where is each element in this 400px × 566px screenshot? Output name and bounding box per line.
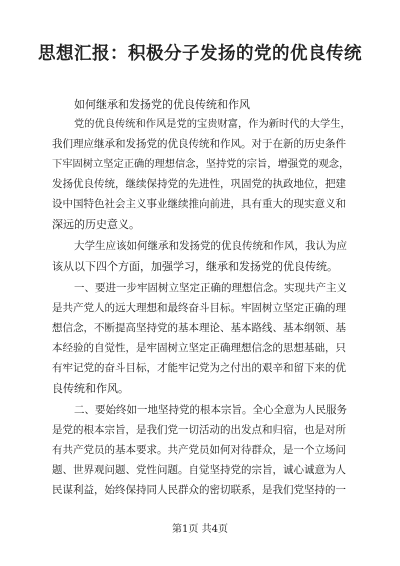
body-line: 发扬优良传统，继续保持党的先进性，巩固党的执政地位，把建 [52,178,346,190]
body-line: 想信念，不断提高坚持党的基本理论、基本路线、基本纲领、基 [52,322,346,334]
page-number-footer: 第1页 共4页 [172,524,228,535]
document-title: 思想汇报：积极分子发扬的党的优良传统 [38,44,362,64]
body-line: 有牢记党的奋斗目标，才能牢记党为之付出的艰辛和留下来的优 [52,362,346,374]
body-line: 是共产党人的远大理想和最终奋斗目标。牢固树立坚定正确的理 [52,302,346,314]
body-line: 下牢固树立坚定正确的理想信念，坚持党的宗旨，增强党的观念， [52,158,350,170]
document-subtitle: 如何继承和发扬党的优良传统和作风 [74,98,250,111]
body-line: 一、要进一步牢固树立坚定正确的理想信念。实现共产主义 [74,282,347,294]
body-line: 设中国特色社会主义事业继续推向前进，具有重大的现实意义和 [52,198,346,210]
body-line: 是党的根本宗旨，是我们党一切活动的出发点和归宿，也是对所 [52,424,346,436]
body-line: 我们理应继承和发扬党的优良传统和作风。对于在新的历史条件 [52,138,346,150]
body-line: 二、要始终如一地坚持党的根本宗旨。全心全意为人民服务 [74,404,347,416]
body-line: 该从以下四个方面，加强学习，继承和发扬党的优良传统。 [52,260,338,273]
body-line: 党的优良传统和作风是党的宝贵财富，作为新时代的大学生， [74,118,351,130]
body-line: 有共产党员的基本要求。共产党员如何对待群众，是一个立场问 [52,444,346,456]
body-line: 大学生应该如何继承和发扬党的优良传统和作风，我认为应 [74,240,347,252]
body-line: 深远的历史意义。 [52,218,140,231]
body-line: 本经验的自觉性，是牢固树立坚定正确理想信念的思想基础，只 [52,342,346,354]
body-line: 题、世界观问题、党性问题。自觉坚持党的宗旨，诚心诚意为人 [52,464,346,476]
body-line: 民谋利益，始终保持同人民群众的密切联系，是我们党坚持的一 [52,484,346,496]
body-line: 良传统和作风。 [52,382,129,395]
